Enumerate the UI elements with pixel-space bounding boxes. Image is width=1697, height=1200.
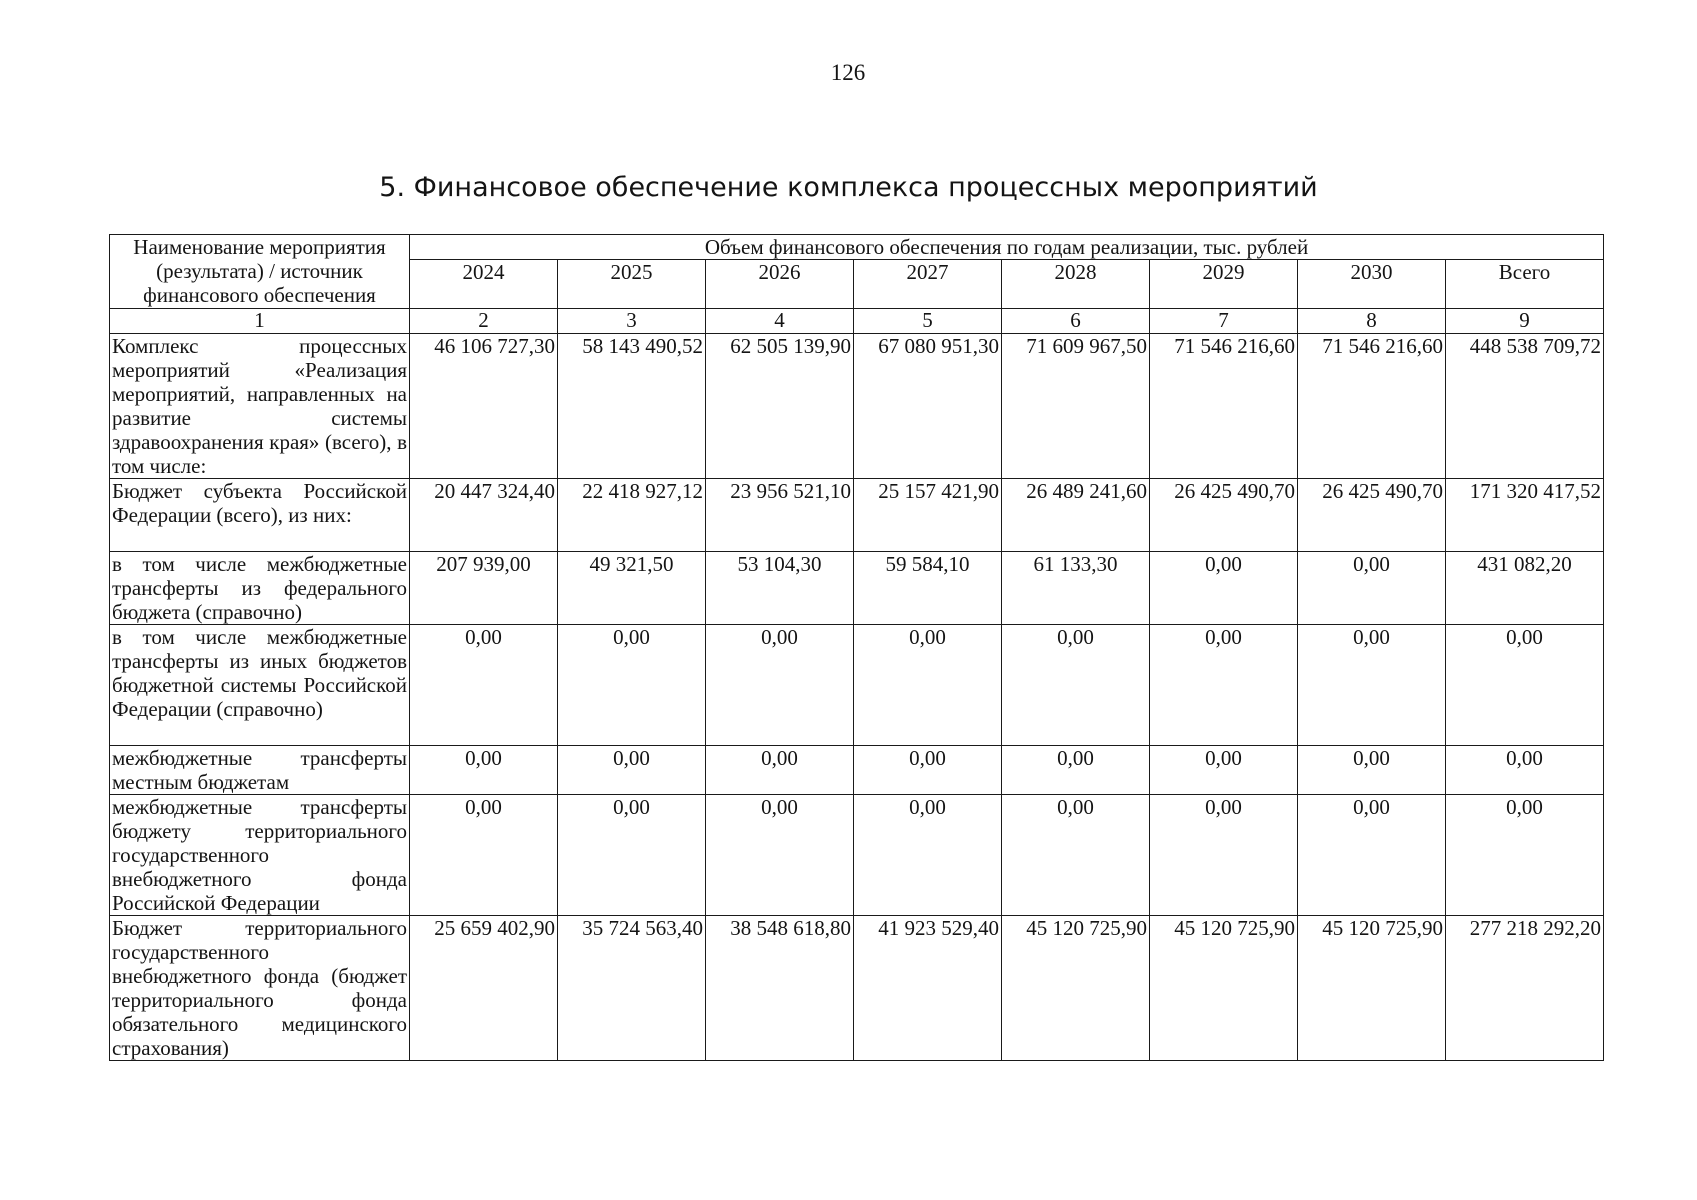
value-cell: 25 157 421,90 bbox=[854, 479, 1002, 552]
column-number-cell: 7 bbox=[1150, 309, 1298, 334]
value-cell: 0,00 bbox=[1298, 746, 1446, 795]
header-year-cell: 2028 bbox=[1002, 260, 1150, 309]
value-cell: 207 939,00 bbox=[410, 552, 558, 625]
column-number-cell: 1 bbox=[110, 309, 410, 334]
section-title: 5. Финансовое обеспечение комплекса процессных мероприятий bbox=[379, 172, 1318, 203]
value-cell: 26 425 490,70 bbox=[1298, 479, 1446, 552]
value-cell: 45 120 725,90 bbox=[1298, 916, 1446, 1061]
value-cell: 59 584,10 bbox=[854, 552, 1002, 625]
value-cell: 0,00 bbox=[706, 795, 854, 916]
table-row bbox=[110, 552, 1604, 625]
header-name-cell: Наименование мероприятия (результата) / источник финансового обеспечения bbox=[110, 235, 410, 309]
header-year-cell: 2024 bbox=[410, 260, 558, 309]
value-cell: 45 120 725,90 bbox=[1002, 916, 1150, 1061]
value-cell: 0,00 bbox=[1298, 795, 1446, 916]
header-year-cell: 2025 bbox=[558, 260, 706, 309]
value-cell: 0,00 bbox=[410, 795, 558, 916]
value-cell: 0,00 bbox=[1150, 746, 1298, 795]
financial-support-table bbox=[109, 234, 1604, 1061]
row-name-cell: межбюджетные трансферты бюджету территориального государственного внебюджетного фонда Российской Федерации bbox=[110, 795, 410, 916]
value-cell: 53 104,30 bbox=[706, 552, 854, 625]
value-cell: 49 321,50 bbox=[558, 552, 706, 625]
table-row bbox=[110, 795, 1604, 916]
header-year-cell: 2027 bbox=[854, 260, 1002, 309]
total-cell: 431 082,20 bbox=[1446, 552, 1604, 625]
value-cell: 0,00 bbox=[854, 746, 1002, 795]
column-number-cell: 9 bbox=[1446, 309, 1604, 334]
header-year-cell: 2026 bbox=[706, 260, 854, 309]
value-cell: 0,00 bbox=[558, 625, 706, 746]
value-cell: 26 425 490,70 bbox=[1150, 479, 1298, 552]
total-cell: 0,00 bbox=[1446, 625, 1604, 746]
row-name-cell: межбюджетные трансферты местным бюджетам bbox=[110, 746, 410, 795]
value-cell: 0,00 bbox=[410, 746, 558, 795]
value-cell: 20 447 324,40 bbox=[410, 479, 558, 552]
value-cell: 0,00 bbox=[706, 625, 854, 746]
column-number-cell: 8 bbox=[1298, 309, 1446, 334]
total-cell: 448 538 709,72 bbox=[1446, 334, 1604, 479]
value-cell: 0,00 bbox=[1002, 795, 1150, 916]
total-cell: 171 320 417,52 bbox=[1446, 479, 1604, 552]
column-number-cell: 4 bbox=[706, 309, 854, 334]
row-name-cell: Бюджет субъекта Российской Федерации (всего), из них: bbox=[110, 479, 410, 552]
value-cell: 22 418 927,12 bbox=[558, 479, 706, 552]
header-year-cell: 2030 bbox=[1298, 260, 1446, 309]
column-number-cell: 5 bbox=[854, 309, 1002, 334]
header-year-cell: 2029 bbox=[1150, 260, 1298, 309]
value-cell: 71 546 216,60 bbox=[1298, 334, 1446, 479]
value-cell: 58 143 490,52 bbox=[558, 334, 706, 479]
page-number: 126 bbox=[830, 60, 866, 85]
table-row bbox=[110, 746, 1604, 795]
table-row bbox=[110, 916, 1604, 1061]
header-total-cell: Всего bbox=[1446, 260, 1604, 309]
value-cell: 0,00 bbox=[1150, 625, 1298, 746]
column-number-cell: 6 bbox=[1002, 309, 1150, 334]
value-cell: 25 659 402,90 bbox=[410, 916, 558, 1061]
value-cell: 0,00 bbox=[558, 746, 706, 795]
column-number-cell: 2 bbox=[410, 309, 558, 334]
value-cell: 0,00 bbox=[1298, 552, 1446, 625]
value-cell: 61 133,30 bbox=[1002, 552, 1150, 625]
value-cell: 26 489 241,60 bbox=[1002, 479, 1150, 552]
value-cell: 45 120 725,90 bbox=[1150, 916, 1298, 1061]
value-cell: 0,00 bbox=[1298, 625, 1446, 746]
row-name-cell: Комплекс процессных мероприятий «Реализация мероприятий, направленных на развитие системы здравоохранения края» (всего), в том числе: bbox=[110, 334, 410, 479]
total-cell: 0,00 bbox=[1446, 746, 1604, 795]
value-cell: 0,00 bbox=[1002, 625, 1150, 746]
row-name-cell: Бюджет территориального государственного внебюджетного фонда (бюджет территориального фонда обязательного медицинского страхования) bbox=[110, 916, 410, 1061]
value-cell: 71 609 967,50 bbox=[1002, 334, 1150, 479]
column-number-cell: 3 bbox=[558, 309, 706, 334]
value-cell: 0,00 bbox=[1150, 795, 1298, 916]
value-cell: 35 724 563,40 bbox=[558, 916, 706, 1061]
value-cell: 67 080 951,30 bbox=[854, 334, 1002, 479]
value-cell: 38 548 618,80 bbox=[706, 916, 854, 1061]
value-cell: 0,00 bbox=[854, 795, 1002, 916]
total-cell: 0,00 bbox=[1446, 795, 1604, 916]
value-cell: 71 546 216,60 bbox=[1150, 334, 1298, 479]
value-cell: 41 923 529,40 bbox=[854, 916, 1002, 1061]
table-row bbox=[110, 625, 1604, 746]
value-cell: 46 106 727,30 bbox=[410, 334, 558, 479]
row-name-cell: в том числе межбюджетные трансферты из федерального бюджета (справочно) bbox=[110, 552, 410, 625]
total-cell: 277 218 292,20 bbox=[1446, 916, 1604, 1061]
value-cell: 0,00 bbox=[1150, 552, 1298, 625]
value-cell: 0,00 bbox=[410, 625, 558, 746]
value-cell: 0,00 bbox=[1002, 746, 1150, 795]
value-cell: 62 505 139,90 bbox=[706, 334, 854, 479]
header-group-cell: Объем финансового обеспечения по годам реализации, тыс. рублей bbox=[410, 235, 1604, 260]
value-cell: 0,00 bbox=[706, 746, 854, 795]
table-row bbox=[110, 334, 1604, 479]
value-cell: 0,00 bbox=[854, 625, 1002, 746]
row-name-cell: в том числе межбюджетные трансферты из иных бюджетов бюджетной системы Российской Федерации (справочно) bbox=[110, 625, 410, 746]
value-cell: 23 956 521,10 bbox=[706, 479, 854, 552]
table-row bbox=[110, 479, 1604, 552]
value-cell: 0,00 bbox=[558, 795, 706, 916]
